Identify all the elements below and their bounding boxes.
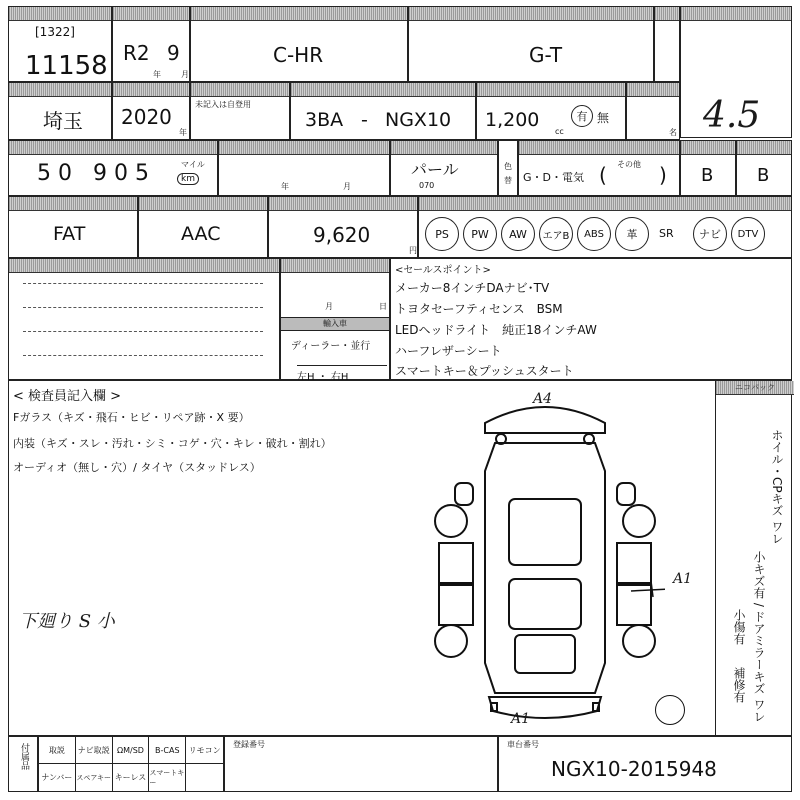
equip-navi: ナビ bbox=[693, 217, 727, 251]
mission-cell bbox=[8, 196, 138, 258]
region-header bbox=[9, 83, 111, 97]
grade-cell bbox=[408, 6, 654, 82]
color-side-1: 色 bbox=[504, 162, 512, 171]
grade-header bbox=[409, 7, 653, 21]
grade-extra-header bbox=[655, 7, 679, 21]
displacement-value: 1,200 bbox=[485, 109, 540, 131]
inspector-handwritten: 下廻り S 小 bbox=[19, 611, 115, 632]
circle-marker bbox=[655, 695, 685, 725]
extra-cell bbox=[626, 82, 680, 140]
inspector-line-1: Fガラス（キズ・飛石・ヒビ・リペア跡・X 要） bbox=[13, 411, 250, 424]
equip-airbag: エアB bbox=[539, 217, 573, 251]
exterior-rate-header bbox=[681, 141, 735, 155]
region-value: 埼玉 bbox=[43, 109, 83, 133]
inspector-title: < 検査員記入欄 > bbox=[13, 389, 122, 404]
color-cell bbox=[390, 140, 498, 196]
model-name: C-HR bbox=[273, 43, 324, 67]
right-col-1: ホイル・CPキズ ワレ bbox=[770, 429, 784, 545]
mileage-header bbox=[9, 141, 217, 155]
right-column-header: ニコパック bbox=[716, 381, 794, 395]
equip-aw: AW bbox=[501, 217, 535, 251]
mission-value: FAT bbox=[53, 223, 86, 245]
acc-manual: 取説 bbox=[39, 737, 76, 764]
recycle-cell bbox=[268, 196, 418, 258]
inspector-line-2: 内装（キズ・スレ・汚れ・シミ・コゲ・穴・キレ・破れ・割れ） bbox=[13, 437, 332, 450]
equipment-header bbox=[419, 197, 791, 211]
model-cell bbox=[190, 6, 408, 82]
import-header: 輸入車 bbox=[281, 317, 389, 331]
region-cell bbox=[8, 82, 112, 140]
displacement-header bbox=[477, 83, 625, 97]
lot-header bbox=[9, 7, 111, 21]
lot-sub: [1322] bbox=[35, 25, 75, 39]
sales-point-1: メーカー8インチDAナビ･TV bbox=[395, 281, 550, 295]
accessories-side bbox=[8, 736, 38, 792]
notes-line-2 bbox=[23, 307, 263, 308]
cc-unit: cc bbox=[555, 127, 564, 136]
exterior-rate: B bbox=[701, 165, 714, 186]
lot-number: 11158 bbox=[25, 51, 108, 81]
fuel-value: G・D・電気 bbox=[523, 171, 584, 184]
yes-circle: 有 bbox=[571, 105, 593, 127]
reg-date-cell bbox=[280, 258, 390, 383]
first-reg-header bbox=[113, 83, 189, 97]
handle-label: 左H ・ 右H bbox=[297, 365, 387, 383]
mark-bottom: A1 bbox=[511, 711, 531, 727]
color-side-2: 替 bbox=[504, 176, 512, 185]
shaken-cell bbox=[218, 140, 390, 196]
ac-cell bbox=[138, 196, 268, 258]
shaken-header bbox=[219, 141, 389, 155]
right-col-3: 小傷有 bbox=[732, 609, 746, 645]
fuel-paren-close: ) bbox=[659, 163, 667, 187]
exterior-rate-cell bbox=[680, 140, 736, 196]
ac-value: AAC bbox=[181, 223, 221, 245]
chassis-label: 車台番号 bbox=[507, 740, 539, 749]
equip-pw: PW bbox=[463, 217, 497, 251]
model-dash: - bbox=[361, 109, 368, 131]
interior-rate-cell bbox=[736, 140, 792, 196]
mission-header bbox=[9, 197, 137, 211]
extra-header bbox=[627, 83, 679, 97]
sales-point-5: スマートキー＆プッシュスタート bbox=[395, 364, 574, 378]
acc-empty bbox=[186, 764, 223, 791]
model-code-header bbox=[291, 83, 475, 97]
notes-cell bbox=[8, 258, 280, 380]
fuel-cell bbox=[518, 140, 680, 196]
ac-header bbox=[139, 197, 267, 211]
mark-top: A4 bbox=[533, 391, 553, 407]
right-col-4: 補修有 bbox=[732, 667, 746, 703]
mileage-value: 50 905 bbox=[37, 161, 156, 186]
car-diagram bbox=[425, 393, 665, 733]
lot-cell bbox=[8, 6, 112, 82]
fuel-paren-open: ( bbox=[599, 163, 607, 187]
interior-rate: B bbox=[757, 165, 770, 186]
fuel-header bbox=[519, 141, 679, 155]
shaken-month: 月 bbox=[343, 182, 351, 191]
notes-line-4 bbox=[23, 355, 263, 356]
color-code: 070 bbox=[419, 181, 435, 190]
reg-date-header bbox=[281, 259, 389, 273]
model-code-cell bbox=[290, 82, 476, 140]
acc-bcas: B-CAS bbox=[149, 737, 186, 764]
chassis-cell bbox=[498, 736, 792, 792]
displacement-cell bbox=[476, 82, 626, 140]
reg-number-label: 登録番号 bbox=[233, 740, 265, 749]
notes-header bbox=[9, 259, 279, 273]
recycle-header bbox=[269, 197, 417, 211]
color-name: パール bbox=[411, 160, 459, 179]
extra-unit: 名 bbox=[669, 128, 677, 137]
color-change-cell bbox=[498, 140, 518, 196]
year-era: R2 bbox=[123, 41, 150, 65]
color-header bbox=[391, 141, 497, 155]
type-prefix-header bbox=[191, 83, 289, 97]
acc-number: ナンバー bbox=[39, 764, 76, 791]
year-header bbox=[113, 7, 189, 21]
km-unit: km bbox=[177, 173, 199, 185]
type-prefix-cell bbox=[190, 82, 290, 140]
inspector-line-3: オーディオ（無し・穴）/ タイヤ（スタッドレス） bbox=[13, 461, 261, 474]
equip-leather: 革 bbox=[615, 217, 649, 251]
model-prefix: 3BA bbox=[305, 109, 344, 131]
acc-spare-key: スペアキー bbox=[76, 764, 113, 791]
score-header bbox=[681, 7, 791, 21]
first-reg-year: 2020 bbox=[121, 105, 172, 129]
year-month: 9 bbox=[167, 41, 180, 65]
accessories-side-label: 付属品 bbox=[19, 743, 29, 770]
sales-point-2: トヨタセーフティセンス BSM bbox=[395, 302, 563, 316]
score-value: 4.5 bbox=[703, 95, 761, 136]
reg-day: 日 bbox=[379, 302, 387, 311]
right-col-2: 小キズ有 / ドアミラーキズ ワレ bbox=[752, 551, 766, 723]
mark-right: A1 bbox=[673, 571, 693, 587]
first-reg-cell bbox=[112, 82, 190, 140]
acc-navi-manual: ナビ取説 bbox=[76, 737, 113, 764]
model-header bbox=[191, 7, 407, 21]
inspector-area bbox=[8, 380, 792, 736]
notes-line-3 bbox=[23, 331, 263, 332]
interior-rate-header bbox=[737, 141, 791, 155]
acc-sd: ΩM/SD bbox=[113, 737, 150, 764]
sales-title: <セールスポイント> bbox=[395, 265, 491, 276]
acc-smart-key: スマートキー bbox=[149, 764, 186, 791]
first-reg-year-suffix: 年 bbox=[179, 128, 187, 137]
equip-sr: SR bbox=[659, 227, 674, 240]
sales-points-cell bbox=[390, 258, 792, 380]
grade-name: G-T bbox=[529, 43, 563, 67]
model-chassis: NGX10 bbox=[385, 109, 452, 131]
dealer-label: ディーラー・並行 bbox=[291, 341, 371, 352]
sales-point-3: LEDヘッドライト 純正18インチAW bbox=[395, 323, 597, 337]
equipment-cell bbox=[418, 196, 792, 258]
equip-dtv: DTV bbox=[731, 217, 765, 251]
no-label: 無 bbox=[597, 111, 610, 125]
sales-point-4: ハーフレザーシート bbox=[395, 344, 502, 358]
mile-unit: マイル bbox=[181, 160, 205, 169]
reg-number-cell bbox=[224, 736, 498, 792]
first-reg-note: 未記入は自登用 bbox=[195, 100, 251, 109]
notes-line-1 bbox=[23, 283, 263, 284]
reg-month: 月 bbox=[325, 302, 333, 311]
accessories-grid bbox=[38, 736, 224, 792]
acc-keyless: キーレス bbox=[113, 764, 150, 791]
recycle-value: 9,620 bbox=[313, 223, 371, 247]
mileage-cell bbox=[8, 140, 218, 196]
equip-abs: ABS bbox=[577, 217, 611, 251]
equip-ps: PS bbox=[425, 217, 459, 251]
year-unit: 年 bbox=[153, 70, 161, 79]
fuel-other: その他 bbox=[617, 160, 641, 169]
grade-extra-cell bbox=[654, 6, 680, 82]
score-cell bbox=[680, 6, 792, 138]
year-cell bbox=[112, 6, 190, 82]
shaken-year: 年 bbox=[281, 182, 289, 191]
month-unit: 月 bbox=[181, 70, 189, 79]
yen-unit: 円 bbox=[409, 246, 417, 255]
acc-remote: リモコン bbox=[186, 737, 223, 764]
right-column bbox=[715, 381, 794, 737]
chassis-number: NGX10-2015948 bbox=[551, 757, 717, 781]
